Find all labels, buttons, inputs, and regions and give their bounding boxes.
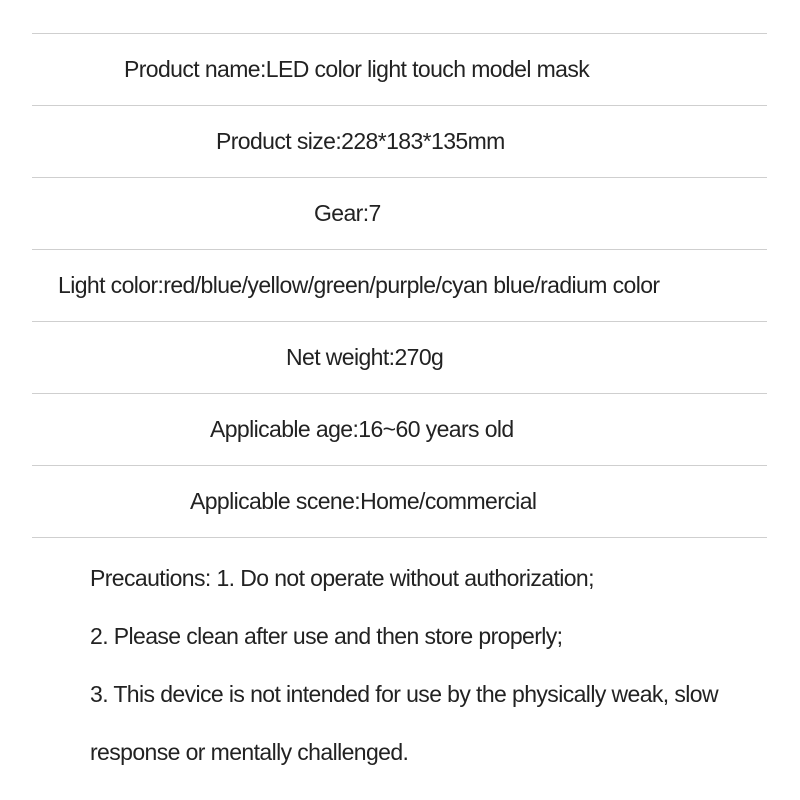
net-weight-text: Net weight:270g [286,344,444,370]
product-size-text: Product size:228*183*135mm [216,128,505,154]
gear-text: Gear:7 [314,200,381,226]
spec-row-applicable-age [32,394,767,466]
spec-row-product-name [32,34,767,106]
spec-row-gear [32,178,767,250]
precaution-line-3: 3. This device is not intended for use by the physically weak, slow [90,681,719,707]
precautions-block [90,556,770,788]
spec-row-net-weight [32,322,767,394]
applicable-scene-text: Applicable scene:Home/commercial [190,488,537,514]
light-color-text: Light color:red/blue/yellow/green/purple/cyan blue/radium color [58,272,660,298]
spec-table [32,33,767,538]
applicable-age-text: Applicable age:16~60 years old [210,416,514,442]
precaution-line-2: 2. Please clean after use and then store properly; [90,623,563,649]
spec-row-light-color [32,250,767,322]
spec-row-applicable-scene [32,466,767,538]
product-name-text: Product name:LED color light touch model mask [124,56,590,82]
precaution-line-1: Precautions: 1. Do not operate without authorization; [90,565,594,591]
spec-row-product-size [32,106,767,178]
precaution-line-4: response or mentally challenged. [90,739,409,765]
